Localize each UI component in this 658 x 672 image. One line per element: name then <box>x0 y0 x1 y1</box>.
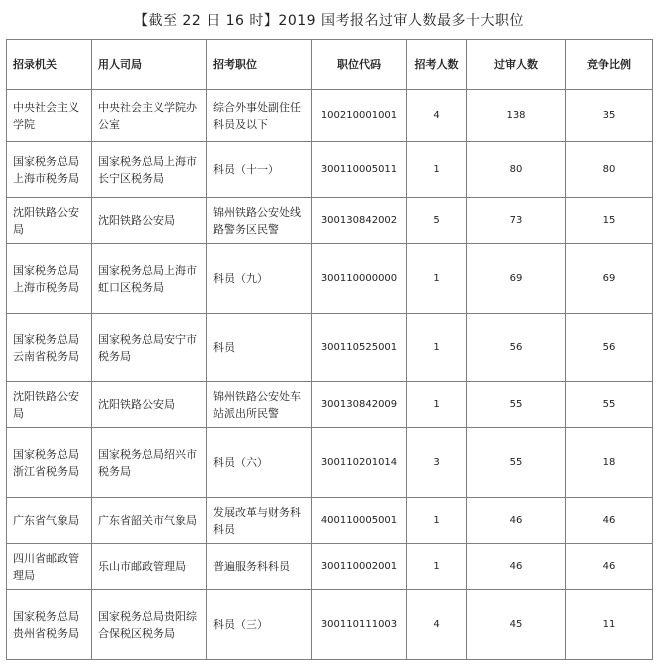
cell-position: 科员 <box>207 314 312 382</box>
cell-position: 发展改革与财务科科员 <box>207 498 312 544</box>
cell-quota: 1 <box>407 314 467 382</box>
cell-agency: 国家税务总局云南省税务局 <box>7 314 92 382</box>
cell-department: 国家税务总局贵阳综合保税区税务局 <box>92 590 207 660</box>
cell-department: 乐山市邮政管理局 <box>92 544 207 590</box>
cell-quota: 1 <box>407 142 467 198</box>
cell-agency: 广东省气象局 <box>7 498 92 544</box>
table-row <box>7 428 653 498</box>
table-row <box>7 498 653 544</box>
cell-quota: 1 <box>407 382 467 428</box>
cell-code: 300110000000 <box>312 244 407 314</box>
cell-department: 中央社会主义学院办公室 <box>92 90 207 142</box>
table-row <box>7 314 653 382</box>
cell-department: 国家税务总局上海市虹口区税务局 <box>92 244 207 314</box>
cell-approved: 69 <box>467 244 566 314</box>
cell-code: 400110005001 <box>312 498 407 544</box>
cell-ratio: 11 <box>566 590 653 660</box>
table-row <box>7 382 653 428</box>
page-title: 【截至 22 日 16 时】2019 国考报名过审人数最多十大职位 <box>133 13 524 29</box>
cell-department: 沈阳铁路公安局 <box>92 198 207 244</box>
cell-position: 科员（十一） <box>207 142 312 198</box>
cell-agency: 国家税务总局贵州省税务局 <box>7 590 92 660</box>
cell-quota: 1 <box>407 244 467 314</box>
table-row <box>7 244 653 314</box>
cell-approved: 73 <box>467 198 566 244</box>
table-row <box>7 142 653 198</box>
cell-ratio: 18 <box>566 428 653 498</box>
cell-code: 300130842009 <box>312 382 407 428</box>
cell-approved: 55 <box>467 382 566 428</box>
cell-quota: 4 <box>407 590 467 660</box>
cell-ratio: 35 <box>566 90 653 142</box>
cell-approved: 46 <box>467 498 566 544</box>
cell-department: 国家税务总局绍兴市税务局 <box>92 428 207 498</box>
cell-approved: 80 <box>467 142 566 198</box>
cell-approved: 46 <box>467 544 566 590</box>
cell-quota: 3 <box>407 428 467 498</box>
cell-position: 锦州铁路公安处线路警务区民警 <box>207 198 312 244</box>
table-row <box>7 544 653 590</box>
cell-ratio: 69 <box>566 244 653 314</box>
cell-position: 科员（九） <box>207 244 312 314</box>
cell-position: 综合外事处副住任科员及以下 <box>207 90 312 142</box>
header-code: 职位代码 <box>312 40 407 90</box>
cell-department: 国家税务总局上海市长宁区税务局 <box>92 142 207 198</box>
cell-code: 300110111003 <box>312 590 407 660</box>
cell-agency: 国家税务总局上海市税务局 <box>7 142 92 198</box>
cell-approved: 45 <box>467 590 566 660</box>
cell-agency: 国家税务总局上海市税务局 <box>7 244 92 314</box>
cell-code: 300110002001 <box>312 544 407 590</box>
cell-position: 科员（六） <box>207 428 312 498</box>
cell-code: 300110525001 <box>312 314 407 382</box>
cell-quota: 1 <box>407 544 467 590</box>
cell-approved: 138 <box>467 90 566 142</box>
cell-position: 普遍服务科科员 <box>207 544 312 590</box>
header-department: 用人司局 <box>92 40 207 90</box>
positions-table <box>6 39 653 660</box>
cell-agency: 中央社会主义学院 <box>7 90 92 142</box>
cell-approved: 55 <box>467 428 566 498</box>
cell-department: 广东省韶关市气象局 <box>92 498 207 544</box>
header-agency: 招录机关 <box>7 40 92 90</box>
cell-quota: 5 <box>407 198 467 244</box>
cell-agency: 国家税务总局浙江省税务局 <box>7 428 92 498</box>
header-approved: 过审人数 <box>467 40 566 90</box>
cell-ratio: 56 <box>566 314 653 382</box>
table-row <box>7 590 653 660</box>
cell-position: 锦州铁路公安处车站派出所民警 <box>207 382 312 428</box>
table-header-row <box>7 40 653 90</box>
cell-ratio: 55 <box>566 382 653 428</box>
cell-ratio: 15 <box>566 198 653 244</box>
cell-code: 300110005011 <box>312 142 407 198</box>
header-position: 招考职位 <box>207 40 312 90</box>
cell-agency: 四川省邮政管理局 <box>7 544 92 590</box>
cell-code: 300110201014 <box>312 428 407 498</box>
cell-quota: 1 <box>407 498 467 544</box>
cell-agency: 沈阳铁路公安局 <box>7 198 92 244</box>
cell-code: 300130842002 <box>312 198 407 244</box>
cell-quota: 4 <box>407 90 467 142</box>
cell-ratio: 46 <box>566 544 653 590</box>
table-row <box>7 198 653 244</box>
cell-ratio: 46 <box>566 498 653 544</box>
cell-department: 国家税务总局安宁市税务局 <box>92 314 207 382</box>
cell-ratio: 80 <box>566 142 653 198</box>
cell-approved: 56 <box>467 314 566 382</box>
cell-agency: 沈阳铁路公安局 <box>7 382 92 428</box>
cell-position: 科员（三） <box>207 590 312 660</box>
table-row <box>7 90 653 142</box>
cell-code: 100210001001 <box>312 90 407 142</box>
cell-department: 沈阳铁路公安局 <box>92 382 207 428</box>
header-quota: 招考人数 <box>407 40 467 90</box>
header-ratio: 竞争比例 <box>566 40 653 90</box>
